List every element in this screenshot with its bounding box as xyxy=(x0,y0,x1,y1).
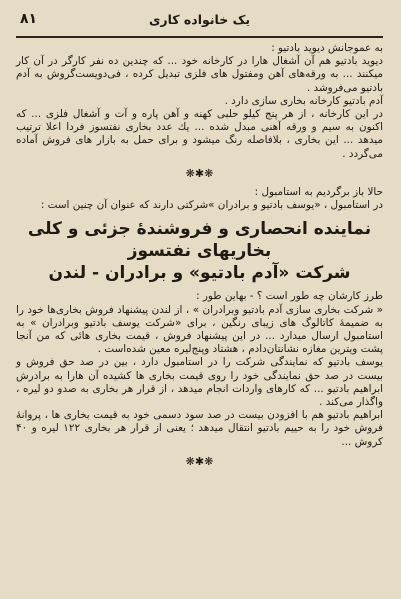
section-separator: ❋✱❋ xyxy=(185,166,214,180)
page-header xyxy=(16,6,383,38)
paragraph: حالا باز برگردیم به استامبول : xyxy=(254,186,383,199)
running-title: یک خانواده کاری xyxy=(148,12,251,27)
paragraph: « شرکت بخاری سازی آدم بادتیو وبرادران » ، از لندن پیشنهاد فروش بخاری‌ها خود را به ضمیمهٔ کاتالوگ های زیبای رنگین ، برای «شرکت یوسف بادتیو وبرادران » به استامبول ارسال میدارد ... در این پیشنهاد فروش ، قیمت بخاری هائی که من آنجا پشت ویترین مغازه نشانتان‌دادم ، هشتاد وپنج‌لیره معین شده‌است . xyxy=(16,303,383,356)
headline-line: شرکت «آدم بادتیو» و برادران - لندن xyxy=(48,263,351,284)
paragraph: یوسف بادتیو که نمایندگی شرکت را در استامبول دارد ، بین در صد حق فروش و بیست در صد حق نمایندگی خود را روی قیمت بخاری ها کشیده آن هارا به برادرش ابراهیم بادتیو ... که کارهای واردات انجام میدهد ، از قرار هر بخاری به صدو دو لیره ، واگذار می‌کند . xyxy=(16,356,383,409)
headline-line: نماینده انحصاری و فروشندهٔ جزئی و کلی xyxy=(27,219,372,240)
page-body xyxy=(16,42,383,589)
paragraph: به عموجانش دیوید بادتیو : xyxy=(271,42,383,54)
paragraph: در استامبول ، «یوسف بادتیو و برادران »شرکتی دارند که عنوان آن چنین است : xyxy=(40,199,383,212)
page-number: ۸۱ xyxy=(20,11,38,27)
paragraph: طرز کارشان چه طور است ؟ - بهاین طور : xyxy=(196,290,383,303)
headline-line: بخاریهای نفتسوز xyxy=(127,241,272,262)
paragraph: ابراهیم بادتیو هم با افزودن بیست در صد سود دسمی خود به قیمت بخاری ها ، پروانهٔ فروش خود را به حییم بادتیو انتقال میدهد ؛ یعنی از قرار هر بخاری ۱۲۲ لیره و ۴۰ کروش ... xyxy=(16,409,384,448)
paragraph: آدم بادتیو کارخانه بخاری سازی دارد . xyxy=(224,94,383,107)
section-separator: ❋✱❋ xyxy=(185,454,214,468)
paragraph: دیوید بادتیو هم آن آشغال هارا در کارخانه خود ... که چندین ده نفر کارگر در آن کار میکنند ... به ورقه‌های آهن ومفتول های فلزی تبدیل کرده ، فی‌دویست‌گروش به آدم بادتیو می‌فروشد . xyxy=(16,55,383,94)
paragraph: در این کارخانه ، از هر پنج کیلو حلبی کهنه و آهن پاره و آت و آشغال فلزی ... که اکنون به سیم و ورقه آهنی مبدل شده ... یك عدد بخاری نفتسوز فردا اعلا ترتیب میدهد ... این بخاری ، بلافاصله رنگ میشود و برای حمل به بازار های فروش آماده می‌گردد . xyxy=(16,108,383,160)
